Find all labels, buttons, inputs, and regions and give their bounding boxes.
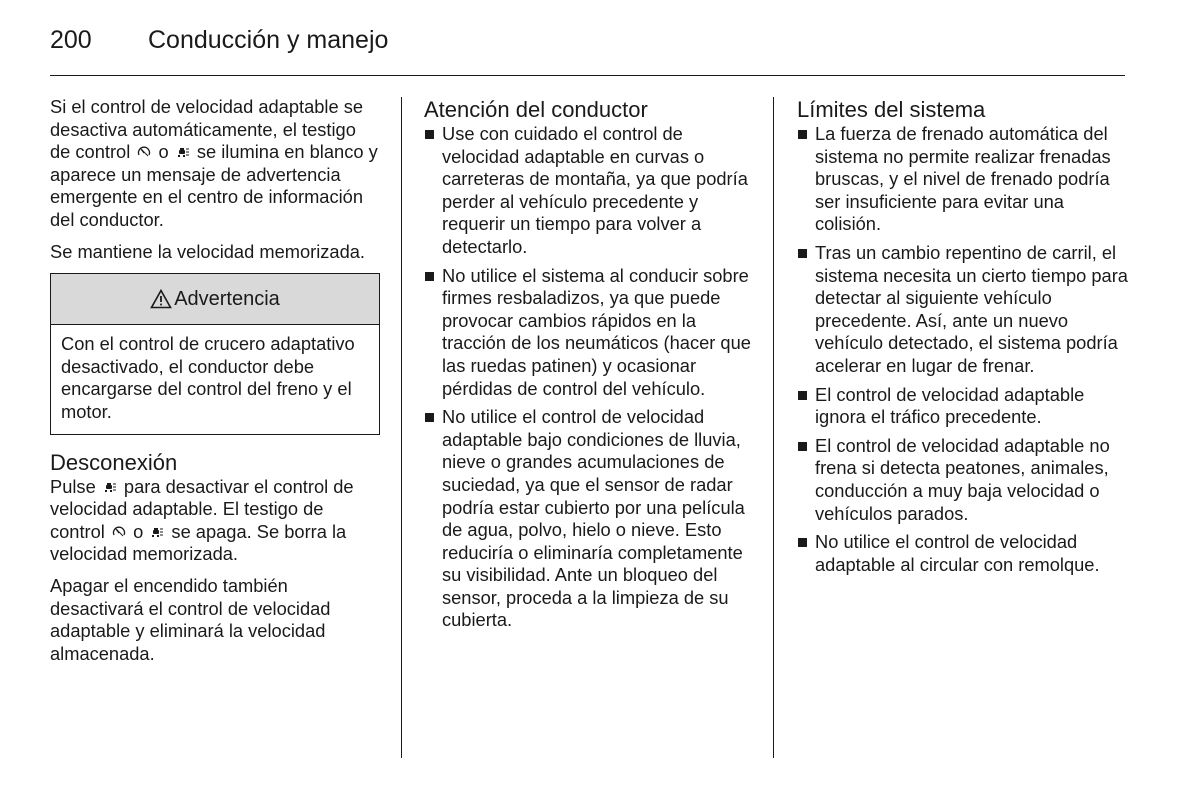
bullet-list bbox=[797, 123, 1129, 576]
list-item: Tras un cambio repentino de carril, el sistema necesita un cierto tiempo para detectar al siguiente vehículo precedente. Así, ante un nuevo vehículo detectado, el sistema podría acelerar en lugar de frenar. bbox=[797, 242, 1129, 378]
column-2 bbox=[424, 96, 754, 638]
bullet-list bbox=[424, 123, 754, 632]
warning-triangle-icon bbox=[150, 289, 172, 309]
column-divider bbox=[401, 97, 402, 758]
header-rule bbox=[50, 75, 1125, 76]
list-item: No utilice el control de velocidad adaptable bajo condiciones de lluvia, nieve o grandes acumulaciones de suciedad, ya que el sensor de radar podría estar cubierto por una película de agua, polvo, hielo o nieve. Esto reduciría o eliminaría completamente su visibilidad. Ante un bloqueo del sensor, proceda a la limpieza de su cubierta. bbox=[424, 406, 754, 632]
text: para desactivar el control de velocidad adaptable. El testigo de control bbox=[50, 475, 354, 542]
adaptive-cruise-icon bbox=[103, 480, 117, 494]
warning-box bbox=[50, 273, 380, 434]
paragraph bbox=[50, 476, 380, 566]
text: Pulse bbox=[50, 475, 96, 497]
list-item: El control de velocidad adaptable ignora el tráfico precedente. bbox=[797, 384, 1129, 429]
text: se apaga. Se borra la velocidad memorizada. bbox=[50, 520, 347, 565]
adaptive-cruise-icon bbox=[176, 145, 190, 159]
column-3 bbox=[797, 96, 1129, 582]
column-divider bbox=[773, 97, 774, 758]
section-title: Desconexión bbox=[50, 449, 178, 475]
text: se ilumina en blanco y aparece un mensaje de advertencia emergente en el centro de información del conductor. bbox=[50, 141, 378, 230]
list-item: No utilice el control de velocidad adaptable al circular con remolque. bbox=[797, 531, 1129, 576]
page-header bbox=[50, 24, 1125, 76]
warning-title: Advertencia bbox=[174, 287, 280, 310]
paragraph bbox=[50, 96, 380, 232]
list-item: El control de velocidad adaptable no frena si detecta peatones, animales, conducción a muy baja velocidad o vehículos parados. bbox=[797, 435, 1129, 525]
warning-header bbox=[51, 274, 379, 325]
speedometer-icon bbox=[137, 145, 151, 159]
section-title: Límites del sistema bbox=[797, 97, 986, 122]
speedometer-icon bbox=[112, 525, 126, 539]
adaptive-cruise-icon bbox=[150, 525, 164, 539]
page-number: 200 bbox=[50, 26, 92, 54]
paragraph: Apagar el encendido también desactivará el control de velocidad adaptable y eliminará la velocidad almacenada. bbox=[50, 574, 331, 664]
section-title: Atención del conductor bbox=[424, 97, 648, 122]
text: o bbox=[158, 141, 169, 163]
list-item: Use con cuidado el control de velocidad adaptable en curvas o carreteras de montaña, ya que podría perder al vehículo precedente y requerir un tiempo para volver a detectarlo. bbox=[424, 123, 754, 259]
column-1 bbox=[50, 96, 380, 674]
text: Si el control de velocidad adaptable se desactiva automáticamente, el testigo de control bbox=[50, 96, 364, 163]
chapter-title: Conducción y manejo bbox=[148, 26, 389, 54]
list-item: No utilice el sistema al conducir sobre firmes resbaladizos, ya que puede provocar cambios rápidos en la tracción de los neumáticos (hacer que las ruedas patinen) y ocasionar pérdidas de control del vehículo. bbox=[424, 265, 754, 401]
list-item: La fuerza de frenado automática del sistema no permite realizar frenadas bruscas, y el nivel de frenado podría ser insuficiente para evitar una colisión. bbox=[797, 123, 1129, 236]
warning-body: Con el control de crucero adaptativo desactivado, el conductor debe encargarse del control del freno y el motor. bbox=[61, 333, 355, 422]
text: o bbox=[133, 520, 144, 542]
paragraph: Se mantiene la velocidad memorizada. bbox=[50, 240, 366, 262]
